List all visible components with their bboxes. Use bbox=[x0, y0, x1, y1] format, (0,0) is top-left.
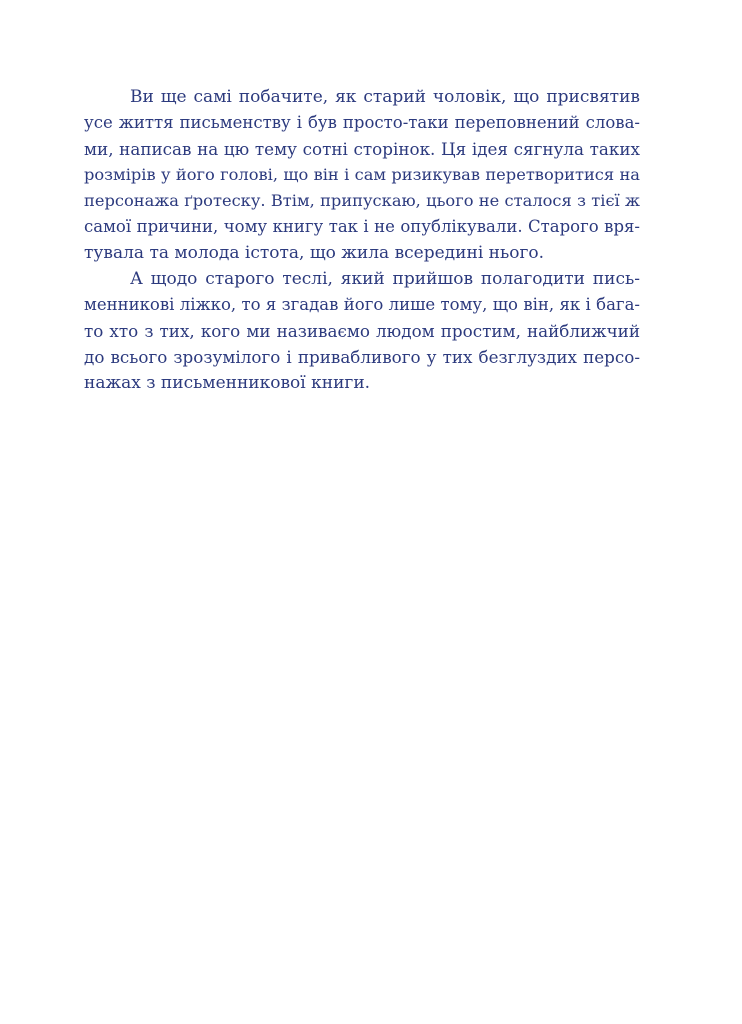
paragraph-2 bbox=[84, 266, 640, 396]
text-line: до всього зрозумілого і привабливого у тих безглуздих персо- bbox=[84, 347, 640, 367]
text-line: розмірів у його голові, що він і сам ризикував перетворитися на bbox=[84, 165, 640, 184]
text-line: самої причини, чому книгу так і не опублікували. Старого вря- bbox=[84, 217, 640, 236]
text-line: тувала та молода істота, що жила всередині нього. bbox=[84, 243, 545, 263]
paragraph-1 bbox=[84, 84, 640, 266]
text-line: Ви ще самі побачите, як старий чоловік, що присвятив bbox=[130, 87, 640, 107]
body-text bbox=[84, 84, 640, 396]
text-line: А щодо старого теслі, який прийшов полагодити пись- bbox=[130, 269, 640, 289]
text-line: ми, написав на цю тему сотні сторінок. Ця ідея сягнула таких bbox=[84, 139, 640, 159]
text-line: менникові ліжко, то я згадав його лише тому, що він, як і бага- bbox=[84, 295, 640, 314]
text-line: усе життя письменству і був просто-таки переповнений слова- bbox=[84, 113, 640, 132]
text-line: нажах з письменникової книги. bbox=[84, 373, 371, 393]
text-line: персонажа ґротеску. Втім, припускаю, цього не сталося з тієї ж bbox=[84, 191, 640, 210]
text-line: то хто з тих, кого ми називаємо людом простим, найближчий bbox=[84, 321, 640, 341]
